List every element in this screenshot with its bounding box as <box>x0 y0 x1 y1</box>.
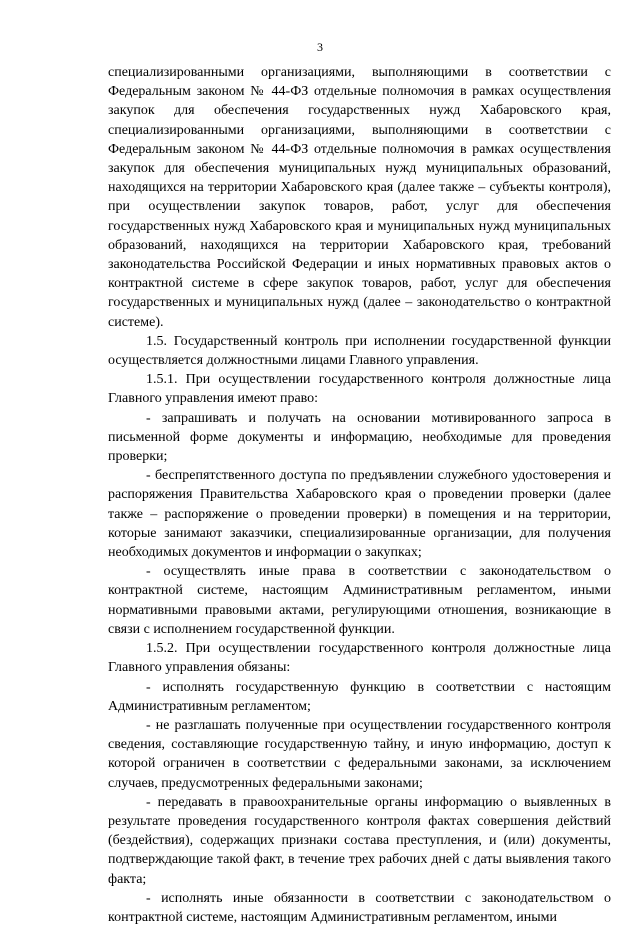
list-item-access-premises: - беспрепятственного доступа по предъявлении служебного удостоверения и распоряжения Правительства Хабаровского края о проведении проверки (далее также – распоряжение о проведении проверки) в помещения и на территории, которые занимают заказчики, специализированные организации, для получения необходимых документов и информации о закупках; <box>108 468 611 561</box>
list-item-other-duties: - исполнять иные обязанности в соответствии с законодательством о контрактной системе, настоящим Административным регламентом, иными <box>108 890 611 925</box>
paragraph-subjects-of-control: специализированными организациями, выполняющими в соответствии с Федеральным законом № 44-ФЗ отдельные полномочия в рамках осуществления закупок для обеспечения государственных нужд Хабаровского края, специализированными организациями, выполняющими в соответствии с Федеральным законом № 44-ФЗ отдельные полномочия в рамках осуществления закупок для обеспечения муниципальных нужд муниципальных образований, находящихся на территории Хабаровского края (далее также – субъекты контроля), при осуществлении закупок товаров, работ, услуг для обеспечения государственных нужд Хабаровского края и муниципальных нужд муниципальных образований, находящихся на территории Хабаровского края, требований законодательства Российской Федерации и иных нормативных правовых актов о контрактной системе в сфере закупок товаров, работ, услуг для обеспечения государственных и муниципальных нужд (далее – законодательство о контрактной системе). <box>108 65 611 330</box>
paragraph-1-5-2: 1.5.2. При осуществлении государственного контроля должностные лица Главного управления обязаны: <box>108 641 611 676</box>
paragraph-1-5: 1.5. Государственный контроль при исполнении государственной функции осуществляется должностными лицами Главного управления. <box>108 333 611 369</box>
list-item-request-documents: - запрашивать и получать на основании мотивированного запроса в письменной форме документы и информацию, необходимые для проведения проверки; <box>108 410 611 465</box>
document-body <box>108 63 611 927</box>
list-item-nondisclosure: - не разглашать полученные при осуществлении государственного контроля сведения, составляющие государственную тайну, и иную информацию, доступ к которой ограничен в соответствии с федеральными законами, за исключением случаев, предусмотренных федеральными законами; <box>108 717 611 791</box>
paragraph-1-5-1: 1.5.1. При осуществлении государственного контроля должностные лица Главного управления имеют право: <box>108 372 611 407</box>
list-item-report-to-law-enforcement: - передавать в правоохранительные органы информацию о выявленных в результате проведения государственного контроля фактах совершения действий (бездействия), содержащих признаки состава преступления, и (или) документы, подтверждающие такой факт, в течение трех рабочих дней с даты выявления такого факта; <box>108 794 611 887</box>
list-item-perform-function: - исполнять государственную функцию в соответствии с настоящим Административным регламентом; <box>108 679 611 714</box>
page-number: 3 <box>317 40 323 54</box>
list-item-other-rights: - осуществлять иные права в соответствии с законодательством о контрактной системе, настоящим Административным регламентом, иными нормативными правовыми актами, регулирующими отношения, возникающие в связи с исполнением государственной функции. <box>108 564 611 637</box>
